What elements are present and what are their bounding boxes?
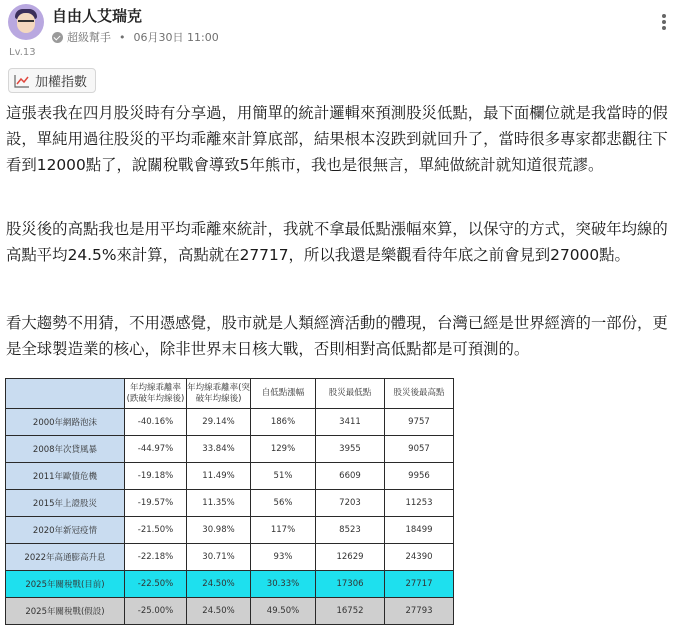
meta-separator: • bbox=[119, 30, 126, 44]
table-cell: 27717 bbox=[385, 571, 454, 598]
table-row-label: 2022年高通膨高升息 bbox=[6, 544, 125, 571]
avatar-glasses bbox=[18, 20, 34, 26]
table-cell: 3955 bbox=[316, 436, 385, 463]
table-cell: 30.71% bbox=[187, 544, 251, 571]
verified-badge-icon bbox=[52, 32, 63, 43]
table-cell: 117% bbox=[251, 517, 316, 544]
table-cell: 30.98% bbox=[187, 517, 251, 544]
table-cell: 9757 bbox=[385, 409, 454, 436]
table-header-cell: 年均線乖離率(跌破年均線後) bbox=[125, 379, 187, 409]
table-cell: 49.50% bbox=[251, 598, 316, 625]
table-row bbox=[6, 436, 454, 463]
author-name[interactable]: 自由人艾瑞克 bbox=[52, 7, 143, 25]
table-cell: 27793 bbox=[385, 598, 454, 625]
table-cell: 17306 bbox=[316, 571, 385, 598]
table-cell: -40.16% bbox=[125, 409, 187, 436]
table-cell: -21.50% bbox=[125, 517, 187, 544]
table-row-label: 2025年關稅戰(目前) bbox=[6, 571, 125, 598]
table-row-label: 2011年歐債危機 bbox=[6, 463, 125, 490]
more-options-icon[interactable] bbox=[654, 12, 674, 32]
trend-chart-icon bbox=[14, 74, 30, 88]
post-paragraph-2: 股災後的高點我也是用平均乖離來統計，我就不拿最低點漲幅來算，以保守的方式，突破年均線的高點平均24.5%來計算，高點就在27717，所以我還是樂觀看待年底之前會見到27000點。 bbox=[6, 220, 668, 264]
table-row-label: 2025年關稅戰(假設) bbox=[6, 598, 125, 625]
table-row-label: 2015年上證股災 bbox=[6, 490, 125, 517]
post-meta bbox=[52, 29, 219, 45]
table-cell: 9057 bbox=[385, 436, 454, 463]
table-cell: 24390 bbox=[385, 544, 454, 571]
table-cell: 11.35% bbox=[187, 490, 251, 517]
table-cell: 3411 bbox=[316, 409, 385, 436]
table-row bbox=[6, 409, 454, 436]
table-cell: 33.84% bbox=[187, 436, 251, 463]
table-cell: 29.14% bbox=[187, 409, 251, 436]
table-cell: 24.50% bbox=[187, 571, 251, 598]
table-cell: 7203 bbox=[316, 490, 385, 517]
table-cell: -44.97% bbox=[125, 436, 187, 463]
table-row bbox=[6, 598, 454, 625]
table-row bbox=[6, 517, 454, 544]
table-cell: -19.57% bbox=[125, 490, 187, 517]
table-cell: 24.50% bbox=[187, 598, 251, 625]
table-cell: 129% bbox=[251, 436, 316, 463]
table-cell: -25.00% bbox=[125, 598, 187, 625]
user-level: Lv.13 bbox=[9, 47, 36, 58]
table-cell: 11253 bbox=[385, 490, 454, 517]
table-cell: 18499 bbox=[385, 517, 454, 544]
table-cell: -22.18% bbox=[125, 544, 187, 571]
table-header-row bbox=[6, 379, 454, 409]
table-cell: 30.33% bbox=[251, 571, 316, 598]
table-cell: 16752 bbox=[316, 598, 385, 625]
table-header-cell: 股災最低點 bbox=[316, 379, 385, 409]
table-row bbox=[6, 463, 454, 490]
table-cell: 6609 bbox=[316, 463, 385, 490]
topic-tag-label: 加權指數 bbox=[35, 75, 88, 90]
table-header-cell: 自低點漲幅 bbox=[251, 379, 316, 409]
table-row-label: 2008年次貸風暴 bbox=[6, 436, 125, 463]
table-cell: -19.18% bbox=[125, 463, 187, 490]
author-role: 超級幫手 bbox=[67, 31, 111, 44]
author-avatar[interactable] bbox=[8, 4, 44, 40]
table-cell: 93% bbox=[251, 544, 316, 571]
post-paragraph-3: 看大趨勢不用猜，不用憑感覺，股市就是人類經濟活動的體現，台灣已經是世界經濟的一部份，更是全球製造業的核心，除非世界末日核大戰，否則相對高低點都是可預測的。 bbox=[6, 314, 668, 358]
table-header-cell: 股災後最高點 bbox=[385, 379, 454, 409]
post-paragraph-1: 這張表我在四月股災時有分享過，用簡單的統計邏輯來預測股災低點，最下面欄位就是我當時的假設，單純用過往股災的平均乖離來計算底部，結果根本沒跌到就回升了，當時很多專家都悲觀往下看到12000點了，說關稅戰會導致5年熊市，我也是很無言，單純做統計就知道很荒謬。 bbox=[6, 104, 668, 174]
table-cell: 186% bbox=[251, 409, 316, 436]
table-row bbox=[6, 490, 454, 517]
table-row bbox=[6, 571, 454, 598]
table-cell: 9956 bbox=[385, 463, 454, 490]
table-cell: -22.50% bbox=[125, 571, 187, 598]
post-datetime: 06月30日 11:00 bbox=[133, 31, 219, 44]
topic-tag[interactable] bbox=[8, 68, 96, 93]
table-row-label: 2020年新冠疫情 bbox=[6, 517, 125, 544]
table-row bbox=[6, 544, 454, 571]
table-cell: 12629 bbox=[316, 544, 385, 571]
table-header-cell bbox=[6, 379, 125, 409]
table-cell: 51% bbox=[251, 463, 316, 490]
table-cell: 8523 bbox=[316, 517, 385, 544]
table-row-label: 2000年網路泡沫 bbox=[6, 409, 125, 436]
stats-table-image[interactable] bbox=[5, 378, 453, 621]
table-header-cell: 年均線乖離率(突破年均線後) bbox=[187, 379, 251, 409]
table-cell: 11.49% bbox=[187, 463, 251, 490]
table-cell: 56% bbox=[251, 490, 316, 517]
crash-statistics-table bbox=[5, 378, 454, 625]
